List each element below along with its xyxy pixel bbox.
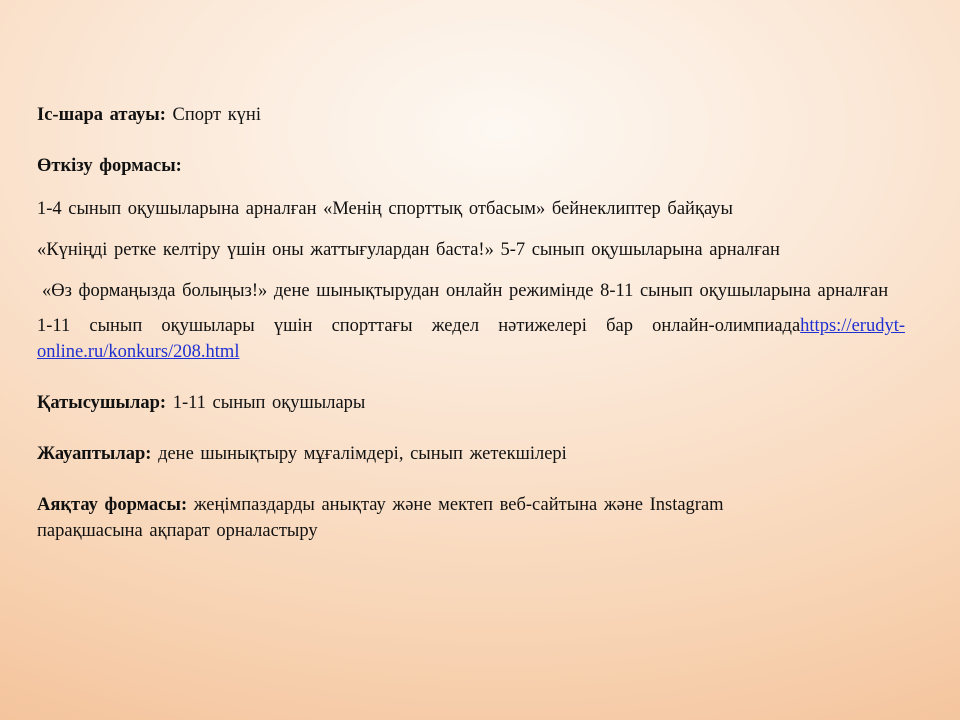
- responsible-value: дене шынықтыру мұғалімдері, сынып жетекшілері: [158, 444, 567, 464]
- completion-label: Аяқтау формасы:: [37, 495, 188, 515]
- event-title-line: [37, 102, 905, 128]
- format-item-1: 1-4 сынып оқушыларына арналған «Менің спорттық отбасым» бейнеклиптер байқауы: [37, 199, 733, 219]
- event-description: [37, 102, 905, 544]
- format-item-3: «Өз формаңызда болыңыз!» дене шынықтырудан онлайн режимінде 8-11 сынып оқушыларына арналған: [42, 281, 889, 301]
- format-item-2: «Күніңді ретке келтіру үшін оны жаттығулардан баста!» 5-7 сынып оқушыларына арналған: [37, 240, 780, 260]
- event-title-label: Іс-шара атауы:: [37, 105, 166, 125]
- completion-value: жеңімпаздарды анықтау және мектеп веб-сайтына және Instagram парақшасына ақпарат орналастыру: [37, 495, 724, 541]
- event-title-value: Спорт күні: [172, 105, 261, 125]
- participants-value: 1-11 сынып оқушылары: [172, 393, 366, 413]
- responsible-line: [37, 441, 905, 467]
- completion-line: [37, 492, 817, 544]
- participants-label: Қатысушылар:: [37, 393, 167, 413]
- olympiad-link[interactable]: https://erudyt-online.ru/konkurs/208.html: [37, 316, 905, 362]
- participants-line: [37, 390, 905, 416]
- format-item-4: [37, 313, 905, 365]
- format-heading: Өткізу формасы:: [37, 156, 182, 176]
- format-item-4-text: 1-11 сынып оқушылары үшін спорттағы жедел нәтижелері бар онлайн-олимпиада: [37, 316, 801, 336]
- responsible-label: Жауаптылар:: [37, 444, 152, 464]
